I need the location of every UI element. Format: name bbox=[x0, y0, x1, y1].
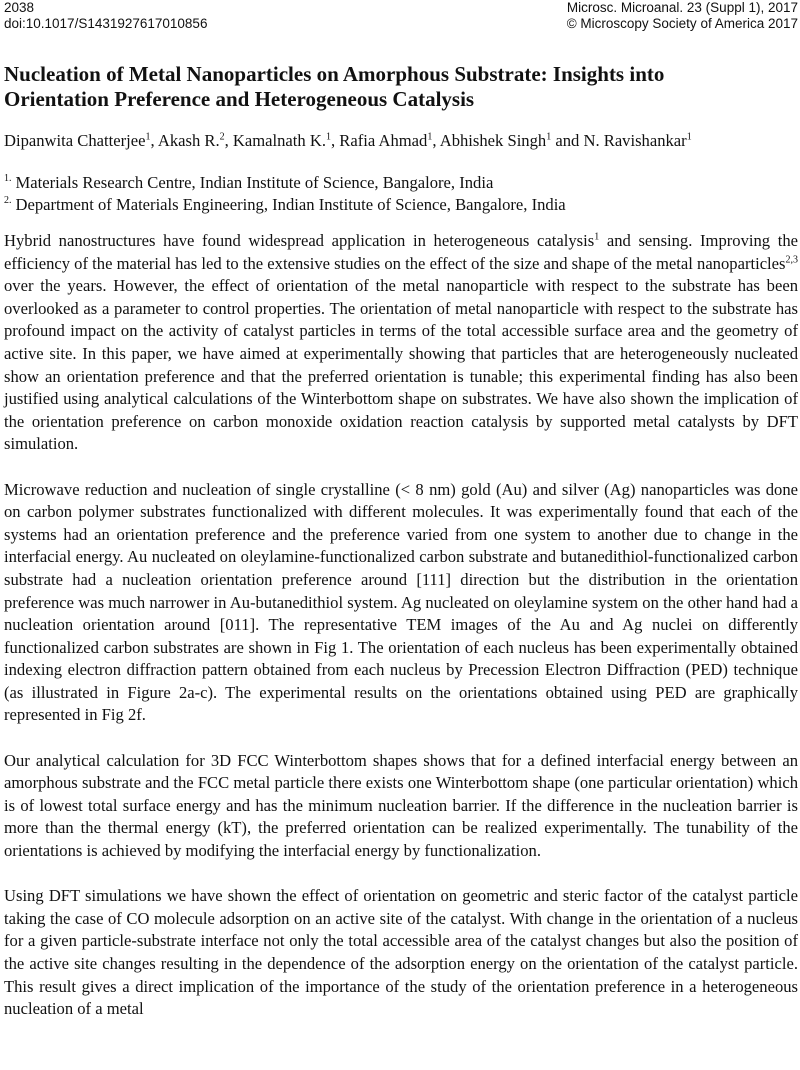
author-sep: and bbox=[551, 131, 584, 150]
author-affil-ref: 1 bbox=[427, 131, 433, 143]
author-name: Kamalnath K. bbox=[232, 131, 326, 150]
title-line-2: Orientation Preference and Heterogeneous Catalysis bbox=[4, 87, 475, 111]
title-line-1: Nucleation of Metal Nanoparticles on Amorphous Substrate: Insights into bbox=[4, 62, 665, 86]
affiliation-number: 2. bbox=[4, 195, 12, 207]
author-name: Akash R. bbox=[157, 131, 220, 150]
paper-title bbox=[4, 62, 798, 112]
text-run: over the years. However, the effect of orientation of the metal nanoparticle with respect to the substrate has been overlooked as a parameter to control properties. The orientation of metal nanoparticle with respect to the substrate has profound impact on the activity of catalyst particles in terms of the total accessible surface area and the geometry of active site. In this paper, we have aimed at experimentally showing that particles that are heterogeneously nucleated show an orientation preference and that the preferred orientation is tunable; this experimental finding has also been justified using analytical calculations of the Winterbottom shape on substrates. We have also shown the implication of the orientation preference on carbon monoxide oxidation reaction catalysis by supported metal catalysts by DFT simulation. bbox=[4, 276, 798, 454]
body-text bbox=[4, 230, 798, 1021]
author-sep: , bbox=[432, 131, 440, 150]
citation-ref: 2,3 bbox=[785, 254, 798, 266]
paragraph-intro bbox=[4, 230, 798, 456]
running-header-right bbox=[567, 0, 798, 32]
text-run: Hybrid nanostructures have found widespread application in heterogeneous catalysis bbox=[4, 231, 595, 250]
article bbox=[4, 62, 798, 1043]
author-name: N. Ravishankar bbox=[583, 131, 687, 150]
author-sep: , bbox=[224, 131, 233, 150]
page-number: 2038 bbox=[4, 0, 35, 15]
paragraph-methods: Microwave reduction and nucleation of single crystalline (< 8 nm) gold (Au) and silver (Ag) nanoparticles was done on carbon polymer substrates functionalized with different molecules. It was experimentally found that each of the systems had an orientation preference and the preference varied from one system to another due to change in the interfacial energy. Au nucleated on oleylamine-functionalized carbon substrate and butanedithiol-functionalized carbon substrate had a nucleation orientation preference around [111] direction but the distribution in the orientation preference was much narrower in Au-butanedithiol system. Ag nucleated on oleylamine system on the other hand had a nucleation orientation around [011]. The representative TEM images of the Au and Ag nuclei on differently functionalized carbon substrates are shown in Fig 1. The orientation of each nucleus has been experimentally obtained indexing electron diffraction pattern obtained from each nucleus by Precession Electron Diffraction (PED) technique (as illustrated in Figure 2a-c). The experimental results on the orientations obtained using PED are graphically represented in Fig 2f. bbox=[4, 479, 798, 725]
affiliation bbox=[4, 172, 798, 194]
affiliation-text: Materials Research Centre, Indian Institute of Science, Bangalore, India bbox=[15, 173, 494, 192]
author-affil-ref: 1 bbox=[686, 131, 692, 143]
doi: doi:10.1017/S1431927617010856 bbox=[4, 16, 208, 31]
author-affil-ref: 1 bbox=[145, 131, 151, 143]
citation-ref: 1 bbox=[594, 231, 600, 243]
author-affil-ref: 1 bbox=[326, 131, 331, 143]
paragraph-analysis: Our analytical calculation for 3D FCC Winterbottom shapes shows that for a defined interfacial energy between an amorphous substrate and the FCC metal particle there exists one Winterbottom shape (one particular orientation) which is of lowest total surface energy and has the minimum nucleation barrier. If the difference in the nucleation barrier is more than the thermal energy (kT), the preferred orientation can be realized experimentally. The tunability of the orientations is achieved by modifying the interfacial energy by functionalization. bbox=[4, 750, 798, 861]
affiliation bbox=[4, 194, 798, 216]
copyright: © Microscopy Society of America 2017 bbox=[566, 16, 798, 31]
author-name: Rafia Ahmad bbox=[339, 131, 428, 150]
affiliation-list bbox=[4, 172, 798, 216]
author-sep: , bbox=[150, 131, 158, 150]
author-list bbox=[4, 131, 798, 151]
paragraph-dft: Using DFT simulations we have shown the effect of orientation on geometric and steric factor of the catalyst particle taking the case of CO molecule adsorption on an active site of the catalyst. With change in the orientation of a nucleus for a given particle-substrate interface not only the total accessible area of the catalyst changes but also the position of the active site changes resulting in the dependence of the adsorption energy on the orientation of the catalyst particle. This result gives a direct implication of the importance of the study of the orientation preference in a heterogeneous nucleation of a metal bbox=[4, 886, 798, 1019]
running-header-left bbox=[4, 0, 207, 32]
author-affil-ref: 1 bbox=[546, 131, 552, 143]
author-affil-ref: 2 bbox=[219, 131, 225, 143]
author-sep: , bbox=[331, 131, 340, 150]
text-run: and sensing. Improving the efficiency of the material has led to the extensive studies on the effect of the size and shape of the metal nanoparticles bbox=[4, 231, 799, 273]
affiliation-number: 1. bbox=[4, 173, 12, 185]
journal-citation: Microsc. Microanal. 23 (Suppl 1), 2017 bbox=[566, 0, 798, 15]
affiliation-text: Department of Materials Engineering, Indian Institute of Science, Bangalore, India bbox=[15, 195, 566, 214]
author-name: Abhishek Singh bbox=[439, 131, 547, 150]
author-name: Dipanwita Chatterjee bbox=[4, 131, 146, 150]
